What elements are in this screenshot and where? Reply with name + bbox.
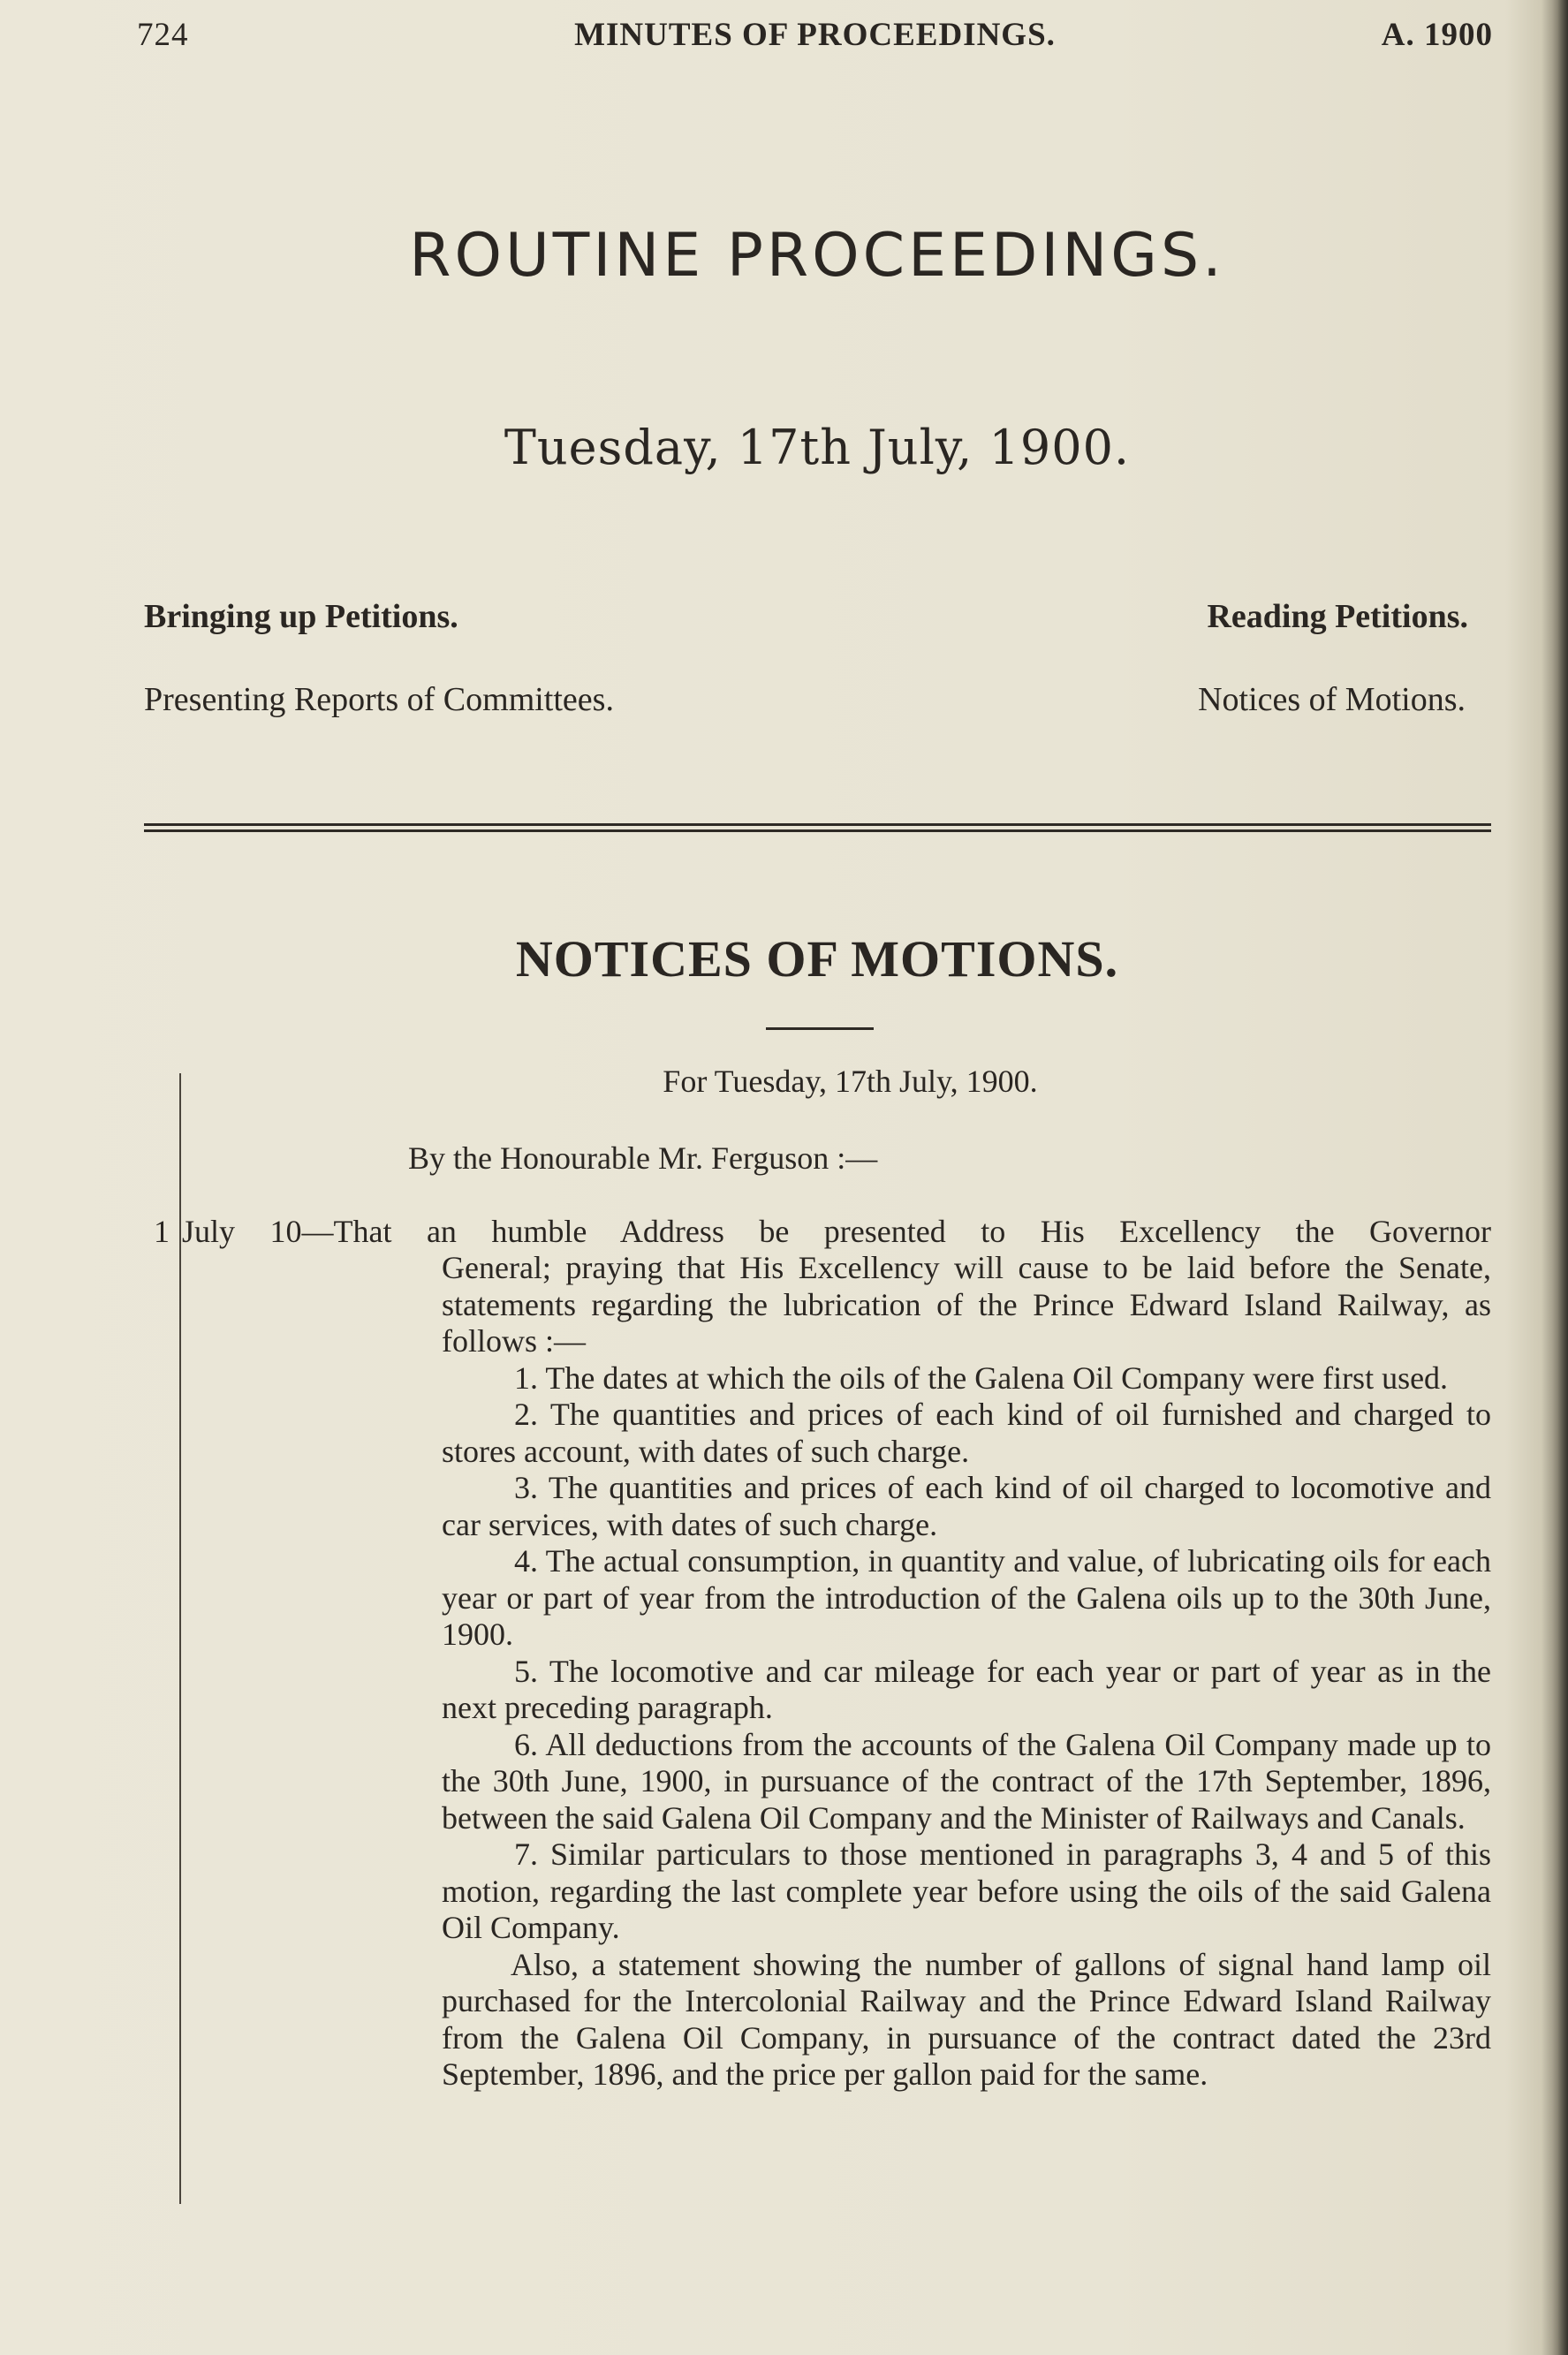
running-head <box>137 16 1493 60</box>
routine-item-presenting-reports: Presenting Reports of Committees. <box>144 681 614 718</box>
session-year: A. 1900 <box>1381 17 1493 53</box>
motion-number: 1 <box>154 1214 170 1249</box>
routine-proceedings-heading: ROUTINE PROCEEDINGS. <box>409 221 1225 291</box>
page-number: 724 <box>137 17 189 53</box>
heading-rule <box>766 1027 874 1030</box>
routine-item-reading-petitions: Reading Petitions. <box>1207 598 1468 635</box>
motion-lead-line: July 10—That an humble Address be presented to His Excellency the Governor <box>182 1214 1491 1249</box>
notices-for-date: For Tuesday, 17th July, 1900. <box>663 1064 1038 1099</box>
motion-paragraph: 6. All deductions from the accounts of the Galena Oil Company made up to the 30th June, 1900, in pursuance of the contract of the 17th September, 1896, between the said Galena Oil Company and the Minister of Railways and Canals. <box>442 1726 1491 1836</box>
motion-paragraph: 2. The quantities and prices of each kind of oil furnished and charged to stores account, with dates of such charge. <box>442 1397 1491 1469</box>
section-divider <box>144 823 1491 832</box>
page-edge-shadow <box>1541 0 1568 2355</box>
motion-paragraph: 5. The locomotive and car mileage for each year or part of year as in the next preceding paragraph. <box>442 1653 1491 1725</box>
motion-paragraph: 7. Similar particulars to those mentioned in paragraphs 3, 4 and 5 of this motion, regarding the last complete year before using the oils of the said Galena Oil Company. <box>442 1836 1491 1945</box>
motion-mover: By the Honourable Mr. Ferguson :— <box>408 1140 878 1176</box>
routine-item-notices-of-motions: Notices of Motions. <box>1198 681 1466 718</box>
routine-proceedings-date: Tuesday, 17th July, 1900. <box>504 420 1131 475</box>
running-head-title: MINUTES OF PROCEEDINGS. <box>574 17 1056 53</box>
routine-item-bringing-up-petitions: Bringing up Petitions. <box>144 598 458 635</box>
motion-intro: General; praying that His Excellency will cause to be laid before the Senate, statements regarding the lubrication of the Prince Edward Island Railway, as follows :— <box>442 1250 1491 1359</box>
notices-of-motions-heading: NOTICES OF MOTIONS. <box>515 930 1119 988</box>
motion-paragraph: 4. The actual consumption, in quantity and value, of lubricating oils for each year or part of year from the introduction of the Galena oils up to the 30th June, 1900. <box>442 1543 1491 1652</box>
motion-paragraph: 1. The dates at which the oils of the Galena Oil Company were first used. <box>514 1359 1449 1396</box>
motion-paragraph: 3. The quantities and prices of each kind of oil charged to locomotive and car services, with dates of such charge. <box>442 1470 1491 1542</box>
motion-closing-paragraph: Also, a statement showing the number of gallons of signal hand lamp oil purchased for the Intercolonial Railway and the Prince Edward Island Railway from the Galena Oil Company, in pursuance of the contract dated the 23rd September, 1896, and the price per gallon paid for the same. <box>442 1946 1491 2092</box>
margin-rule <box>179 1073 181 2204</box>
motion-body <box>442 1250 1491 2094</box>
